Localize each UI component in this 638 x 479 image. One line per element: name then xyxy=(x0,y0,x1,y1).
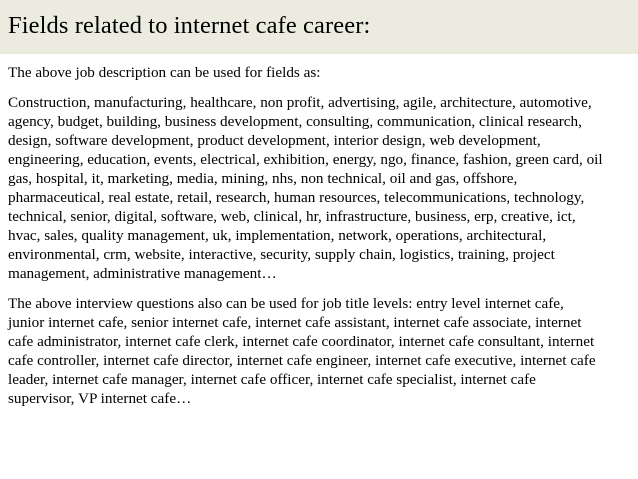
fields-line: gas, hospital, it, marketing, media, mining, nhs, non technical, oil and gas, offshore, xyxy=(8,170,518,187)
levels-line: cafe controller, internet cafe director, internet cafe engineer, internet cafe executive, internet cafe xyxy=(8,352,596,369)
fields-paragraph xyxy=(8,93,634,283)
levels-line: leader, internet cafe manager, internet cafe officer, internet cafe specialist, internet cafe xyxy=(8,371,536,388)
job-levels-paragraph xyxy=(8,294,634,408)
title-bar xyxy=(0,0,638,54)
levels-line: supervisor, VP internet cafe… xyxy=(8,390,192,407)
slide-body xyxy=(8,63,634,408)
intro-paragraph: The above job description can be used for fields as: xyxy=(8,64,321,81)
levels-line: cafe administrator, internet cafe clerk, internet cafe coordinator, internet cafe consultant, internet xyxy=(8,333,595,350)
fields-line: Construction, manufacturing, healthcare, non profit, advertising, agile, architecture, automotive, xyxy=(8,94,592,111)
fields-line: management, administrative management… xyxy=(8,265,277,282)
fields-line: engineering, education, events, electrical, exhibition, energy, ngo, finance, fashion, green card, oil xyxy=(8,151,603,168)
fields-line: agency, budget, building, business development, consulting, communication, clinical research, xyxy=(8,113,582,130)
slide-title: Fields related to internet cafe career: xyxy=(8,12,371,39)
fields-line: environmental, crm, website, interactive, security, supply chain, logistics, training, project xyxy=(8,246,555,263)
levels-line: junior internet cafe, senior internet cafe, internet cafe assistant, internet cafe associate, internet xyxy=(8,314,582,331)
levels-line: The above interview questions also can be used for job title levels: entry level internet cafe, xyxy=(8,295,564,312)
fields-line: pharmaceutical, real estate, retail, research, human resources, telecommunications, technology, xyxy=(8,189,585,206)
fields-line: design, software development, product development, interior design, web development, xyxy=(8,132,541,149)
fields-line: technical, senior, digital, software, web, clinical, hr, infrastructure, business, erp, creative, ict, xyxy=(8,208,576,225)
fields-line: hvac, sales, quality management, uk, implementation, network, operations, architectural, xyxy=(8,227,547,244)
